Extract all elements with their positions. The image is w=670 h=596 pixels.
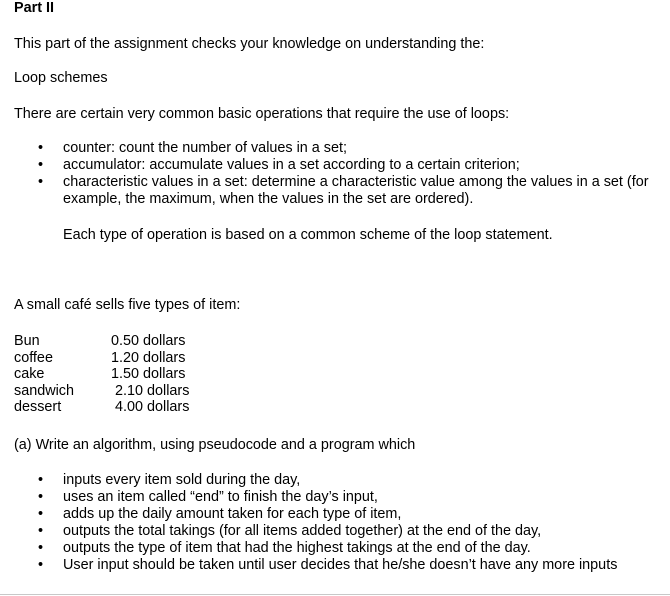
bullet-icon: • bbox=[38, 523, 44, 539]
task-a-text: (a) Write an algorithm, using pseudocode and a program which bbox=[14, 437, 416, 453]
ops-bullet-list bbox=[14, 140, 670, 208]
list-item: • counter: count the number of values in a set; bbox=[38, 140, 347, 156]
menu-item-name: dessert bbox=[14, 399, 62, 415]
menu-item-name: coffee bbox=[14, 349, 53, 366]
menu-item-price: 0.50 dollars bbox=[111, 333, 186, 349]
task-bullet-list bbox=[14, 472, 670, 574]
cafe-intro: A small café sells five types of item: bbox=[14, 297, 241, 313]
menu-item-name: sandwich bbox=[14, 382, 74, 399]
list-item: • outputs the total takings (for all items added together) at the end of the day, bbox=[38, 523, 542, 539]
bullet-icon: • bbox=[38, 489, 44, 505]
menu-item-price: 4.00 dollars bbox=[115, 399, 190, 415]
list-item: • User input should be taken until user decides that he/she doesn’t have any more inputs bbox=[38, 557, 618, 573]
bullet-icon: • bbox=[38, 157, 44, 173]
menu-item-price: 2.10 dollars bbox=[115, 382, 190, 399]
bullet-icon: • bbox=[38, 506, 44, 522]
menu-item-price: 1.50 dollars bbox=[111, 366, 186, 382]
topic-text: Loop schemes bbox=[14, 70, 108, 86]
intro-text: This part of the assignment checks your knowledge on understanding the: bbox=[14, 36, 485, 52]
bullet-icon: • bbox=[38, 174, 44, 190]
list-item: • inputs every item sold during the day, bbox=[38, 472, 301, 488]
bottom-divider bbox=[0, 594, 670, 595]
list-item: • uses an item called “end” to finish the day’s input, bbox=[38, 489, 378, 505]
bullet-icon: • bbox=[38, 557, 44, 573]
bullet-icon: • bbox=[38, 140, 44, 156]
menu-item-name: cake bbox=[14, 366, 45, 382]
scheme-note: Each type of operation is based on a common scheme of the loop statement. bbox=[63, 227, 553, 243]
list-item: • adds up the daily amount taken for each type of item, bbox=[38, 506, 402, 522]
menu-item-name: Bun bbox=[14, 333, 40, 349]
bullet-icon: • bbox=[38, 540, 44, 556]
part-title: Part II bbox=[14, 0, 54, 16]
list-item: • outputs the type of item that had the highest takings at the end of the day. bbox=[38, 540, 531, 556]
list-item: • characteristic values in a set: determine a characteristic value among the values in a set (for example, the maximum, when the values in the set are ordered). bbox=[38, 174, 649, 207]
bullet-icon: • bbox=[38, 472, 44, 488]
menu-item-price: 1.20 dollars bbox=[111, 349, 186, 366]
list-item: • accumulator: accumulate values in a set according to a certain criterion; bbox=[38, 157, 520, 173]
common-ops-text: There are certain very common basic operations that require the use of loops: bbox=[14, 106, 510, 122]
